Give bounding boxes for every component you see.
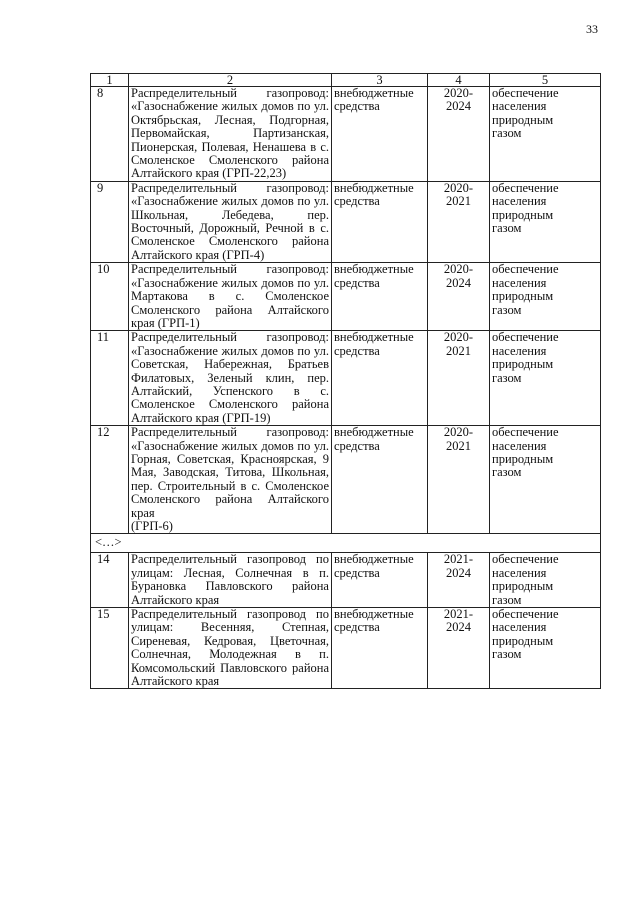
row-description: Распределительный газопровод по улицам: Лесная, Солнечная в п. Бурановка Павловского района Алтайского края xyxy=(129,553,332,608)
row-funding-source: внебюджетные средства xyxy=(332,181,428,262)
page-number: 33 xyxy=(586,22,598,36)
row-number: 12 xyxy=(91,426,129,534)
table-row xyxy=(91,553,601,608)
row-number: 8 xyxy=(91,87,129,182)
row-number: 15 xyxy=(91,608,129,689)
row-period: 2020- 2024 xyxy=(428,87,490,182)
row-goal: обеспечение населения природным газом xyxy=(490,553,601,608)
column-header: 3 xyxy=(332,74,428,87)
row-goal: обеспечение населения природным газом xyxy=(490,608,601,689)
row-number: 11 xyxy=(91,331,129,426)
row-description: Распределительный газопровод по улицам: Весенняя, Степная, Сиреневая, Кедровая, Цветочная, Солнечная, Молодежная в п. Комсомольский Павловского района Алтайского края xyxy=(129,608,332,689)
row-goal: обеспечение населения природным газом xyxy=(490,263,601,331)
row-period: 2020- 2021 xyxy=(428,331,490,426)
row-funding-source: внебюджетные средства xyxy=(332,553,428,608)
row-period: 2021- 2024 xyxy=(428,553,490,608)
omission-marker: <…> xyxy=(91,534,601,553)
row-period: 2020- 2021 xyxy=(428,426,490,534)
column-header: 1 xyxy=(91,74,129,87)
gas-pipeline-table xyxy=(90,73,601,689)
table-row xyxy=(91,87,601,182)
row-goal: обеспечение населения природным газом xyxy=(490,426,601,534)
row-period: 2020- 2021 xyxy=(428,181,490,262)
row-funding-source: внебюджетные средства xyxy=(332,426,428,534)
table-row xyxy=(91,331,601,426)
row-description: Распределительный газопровод: «Газоснабжение жилых домов по ул. Октябрьская, Лесная, Подгорная, Первомайская, Партизанская, Пионерская, Полевая, Ненашева в с. Смоленское Смоленского района Алтайского края (ГРП-22,23) xyxy=(129,87,332,182)
row-funding-source: внебюджетные средства xyxy=(332,608,428,689)
table-gap-row xyxy=(91,534,601,553)
row-number: 10 xyxy=(91,263,129,331)
row-goal: обеспечение населения природным газом xyxy=(490,87,601,182)
row-description: Распределительный газопровод: «Газоснабжение жилых домов по ул. Советская, Набережная, Братьев Филатовых, Зеленый клин, пер. Алтайский, Успенского в с. Смоленское Смоленского района Алтайского края (ГРП-19) xyxy=(129,331,332,426)
row-period: 2020- 2024 xyxy=(428,263,490,331)
column-header: 5 xyxy=(490,74,601,87)
row-number: 9 xyxy=(91,181,129,262)
table-row xyxy=(91,426,601,534)
table-row xyxy=(91,181,601,262)
row-funding-source: внебюджетные средства xyxy=(332,87,428,182)
table-row xyxy=(91,608,601,689)
row-description: Распределительный газопровод: «Газоснабжение жилых домов по ул. Горная, Советская, Красноярская, 9 Мая, Заводская, Титова, Школьная, пер. Строительный в с. Смоленское Смоленского района Алтайского края (ГРП-6) xyxy=(129,426,332,534)
row-period: 2021- 2024 xyxy=(428,608,490,689)
column-header: 2 xyxy=(129,74,332,87)
row-funding-source: внебюджетные средства xyxy=(332,331,428,426)
row-description: Распределительный газопровод: «Газоснабжение жилых домов по ул. Мартакова в с. Смоленское Смоленского района Алтайского края (ГРП-1) xyxy=(129,263,332,331)
row-number: 14 xyxy=(91,553,129,608)
row-goal: обеспечение населения природным газом xyxy=(490,331,601,426)
table-header-row xyxy=(91,74,601,87)
column-header: 4 xyxy=(428,74,490,87)
row-funding-source: внебюджетные средства xyxy=(332,263,428,331)
row-description: Распределительный газопровод: «Газоснабжение жилых домов по ул. Школьная, Лебедева, пер. Восточный, Дорожный, Речной в с. Смоленское Смоленского района Алтайского края (ГРП-4) xyxy=(129,181,332,262)
row-goal: обеспечение населения природным газом xyxy=(490,181,601,262)
table-row xyxy=(91,263,601,331)
